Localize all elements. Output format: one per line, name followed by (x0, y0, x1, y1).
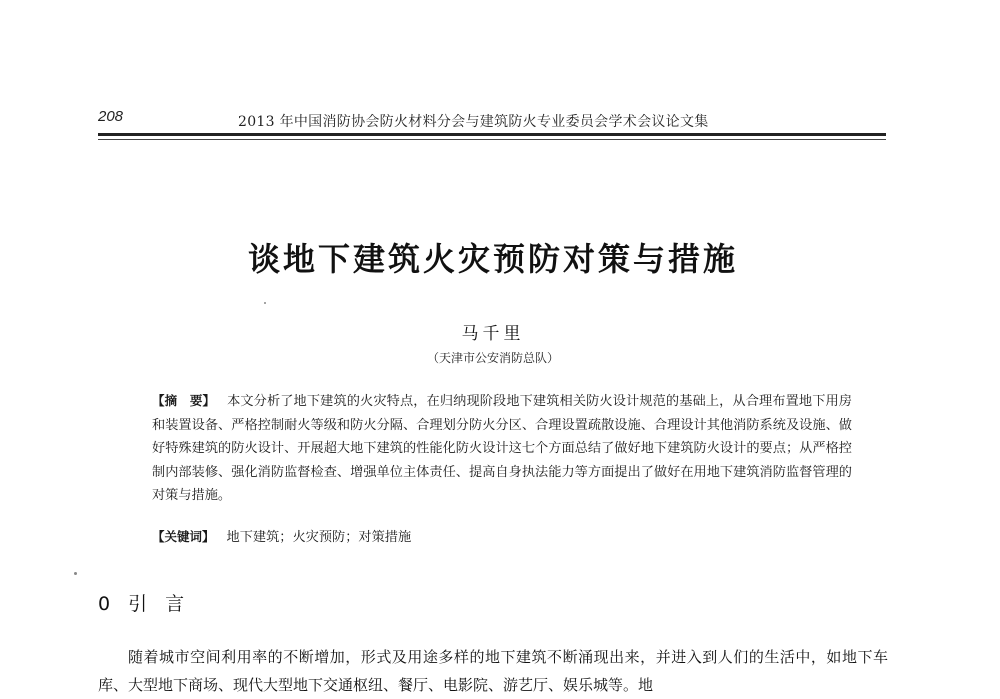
scan-speck (264, 302, 266, 304)
section-heading: 0 引 言 (98, 593, 191, 615)
scan-speck (74, 572, 77, 575)
body-paragraph: 随着城市空间利用率的不断增加，形式及用途多样的地下建筑不断涌现出来，并进入到人们的生活中，如地下车库、大型地下商场、现代大型地下交通枢纽、餐厅、电影院、游艺厅、娱乐城等。地 (98, 648, 888, 694)
keywords (152, 526, 852, 545)
author-name: 马千里 (461, 324, 525, 344)
paper-title: 谈地下建筑火灾预防对策与措施 (247, 240, 738, 278)
abstract (152, 389, 852, 508)
header-rule-thin (98, 139, 886, 140)
header-rule (98, 133, 886, 136)
running-header: 2013 年中国消防协会防火材料分会与建筑防火专业委员会学术会议论文集 (238, 114, 709, 130)
abstract-text: 本文分析了地下建筑的火灾特点，在归纳现阶段地下建筑相关防火设计规范的基础上，从合理布置地下用房和装置设备、严格控制耐火等级和防火分隔、合理划分防火分区、合理设置疏散设施、合理设计其他消防系统及设施、做好特殊建筑的防火设计、开展超大地下建筑的性能化防火设计这七个方面总结了做好地下建筑防火设计的要点；从严格控制内部装修、强化消防监督检查、增强单位主体责任、提高自身执法能力等方面提出了做好在用地下建筑消防监督管理的对策与措施。 (152, 394, 852, 503)
page-number: 208 (98, 108, 124, 125)
author-affiliation: （天津市公安消防总队） (426, 351, 559, 365)
abstract-label: 【摘 要】 (152, 393, 216, 408)
keywords-label: 【关键词】 (152, 529, 215, 544)
keywords-text: 地下建筑；火灾预防；对策措施 (226, 530, 412, 545)
